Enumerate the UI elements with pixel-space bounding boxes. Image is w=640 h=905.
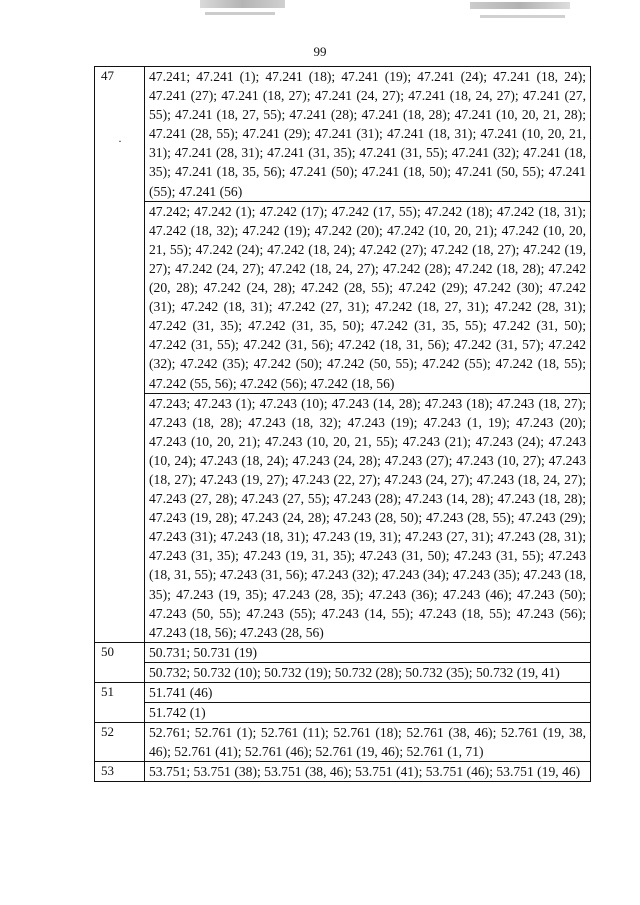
table-row bbox=[95, 67, 591, 202]
table-row bbox=[95, 662, 591, 682]
code-cell bbox=[145, 393, 591, 642]
table-row bbox=[95, 762, 591, 782]
code-list: 51.742 (1) bbox=[149, 705, 206, 721]
code-list: 50.732; 50.732 (10); 50.732 (19); 50.732 (28); 50.732 (35); 50.732 (19, 41) bbox=[149, 664, 560, 680]
code-cell bbox=[145, 703, 591, 723]
code-list: 47.243; 47.243 (1); 47.243 (10); 47.243 (14, 28); 47.243 (18); 47.243 (18, 27); 47.243 (18, 28); 47.243 (18, 32); 47.243 (19); 47.243 (1, 19); 47.243 (20); 47.243 (10, 20, 21); 47.243 (10, 20, 21, 55); 47.243 (21); 47.243 (24); 47.243 (10, 24); 47.243 (18, 24); 47.243 (24, 28); 47.243 (27); 47.243 (10, 27); 47.243 (18, 27); 47.243 (19, 27); 47.243 (22, 27); 47.243 (24, 27); 47.243 (18, 24, 27); 47.243 (27, 28); 47.243 (27, 55); 47.243 (28); 47.243 (14, 28); 47.243 (18, 28); 47.243 (19, 28); 47.243 (24, 28); 47.243 (28, 50); 47.243 (28, 55); 47.243 (29); 47.243 (31); 47.243 (18, 31); 47.243 (19, 31); 47.243 (27, 31); 47.243 (28, 31); 47.243 (31, 35); 47.243 (19, 31, 35); 47.243 (31, 50); 47.243 (31, 55); 47.243 (18, 31, 55); 47.243 (31, 56); 47.243 (32); 47.243 (34); 47.243 (35); 47.243 (18, 35); 47.243 (19, 35); 47.243 (28, 35); 47.243 (36); 47.243 (46); 47.243 (50); 47.243 (50, 55); 47.243 (55); 47.243 (14, 55); 47.243 (18, 55); 47.243 (56); 47.243 (18, 56); 47.243 (28, 56) bbox=[149, 395, 586, 640]
code-cell bbox=[145, 642, 591, 662]
section-number: 52 bbox=[95, 723, 145, 762]
margin-mark: · bbox=[118, 134, 122, 148]
table-row bbox=[95, 642, 591, 662]
code-cell bbox=[145, 67, 591, 202]
code-list: 47.242; 47.242 (1); 47.242 (17); 47.242 (17, 55); 47.242 (18); 47.242 (18, 31); 47.242 (18, 32); 47.242 (19); 47.242 (20); 47.242 (10, 20, 21); 47.242 (10, 20, 21, 55); 47.242 (24); 47.242 (18, 24); 47.242 (27); 47.242 (18, 27); 47.242 (19, 27); 47.242 (24, 27); 47.242 (18, 24, 27); 47.242 (28); 47.242 (18, 28); 47.242 (20, 28); 47.242 (24, 28); 47.242 (28, 55); 47.242 (29); 47.242 (30); 47.242 (31); 47.242 (18, 31); 47.242 (27, 31); 47.242 (18, 27, 31); 47.242 (28, 31); 47.242 (31, 35); 47.242 (31, 35, 50); 47.242 (31, 35, 55); 47.242 (31, 50); 47.242 (31, 55); 47.242 (31, 56); 47.242 (18, 31, 56); 47.242 (31, 57); 47.242 (32); 47.242 (35); 47.242 (50); 47.242 (50, 55); 47.242 (55); 47.242 (18, 55); 47.242 (55, 56); 47.242 (56); 47.242 (18, 56) bbox=[149, 203, 586, 391]
section-number: 50 bbox=[95, 642, 145, 682]
section-number: 47 bbox=[95, 67, 145, 643]
scan-artifact bbox=[205, 12, 275, 15]
table-row bbox=[95, 703, 591, 723]
code-cell bbox=[145, 201, 591, 393]
code-list: 53.751; 53.751 (38); 53.751 (38, 46); 53.751 (41); 53.751 (46); 53.751 (19, 46) bbox=[149, 764, 581, 780]
scan-artifact bbox=[480, 15, 565, 18]
scan-artifact bbox=[470, 2, 570, 9]
code-list: 52.761; 52.761 (1); 52.761 (11); 52.761 (18); 52.761 (38, 46); 52.761 (19, 38, 46); 52.761 (41); 52.761 (46); 52.761 (19, 46); 52.761 (1, 71) bbox=[149, 725, 586, 760]
code-list: 51.741 (46) bbox=[149, 685, 213, 700]
code-cell bbox=[145, 683, 591, 703]
code-cell bbox=[145, 762, 591, 782]
table-row bbox=[95, 683, 591, 703]
code-list: 47.241; 47.241 (1); 47.241 (18); 47.241 (19); 47.241 (24); 47.241 (18, 24); 47.241 (27); 47.241 (18, 27); 47.241 (24, 27); 47.241 (18, 24, 27); 47.241 (27, 55); 47.241 (18, 27, 55); 47.241 (28); 47.241 (18, 28); 47.241 (10, 20, 21, 28); 47.241 (28, 55); 47.241 (29); 47.241 (31); 47.241 (18, 31); 47.241 (10, 20, 21, 31); 47.241 (28, 31); 47.241 (31, 35); 47.241 (31, 55); 47.241 (32); 47.241 (18, 35); 47.241 (18, 35, 56); 47.241 (50); 47.241 (18, 50); 47.241 (50, 55); 47.241 (55); 47.241 (56) bbox=[149, 69, 586, 199]
page-number: 99 bbox=[313, 44, 327, 59]
table-row bbox=[95, 201, 591, 393]
table-row bbox=[95, 393, 591, 642]
code-cell bbox=[145, 662, 591, 682]
code-cell bbox=[145, 723, 591, 762]
section-number: 53 bbox=[95, 762, 145, 782]
table-row bbox=[95, 723, 591, 762]
section-number: 51 bbox=[95, 683, 145, 723]
code-table bbox=[94, 66, 591, 782]
code-list: 50.731; 50.731 (19) bbox=[149, 644, 257, 660]
scan-artifact bbox=[200, 0, 285, 8]
